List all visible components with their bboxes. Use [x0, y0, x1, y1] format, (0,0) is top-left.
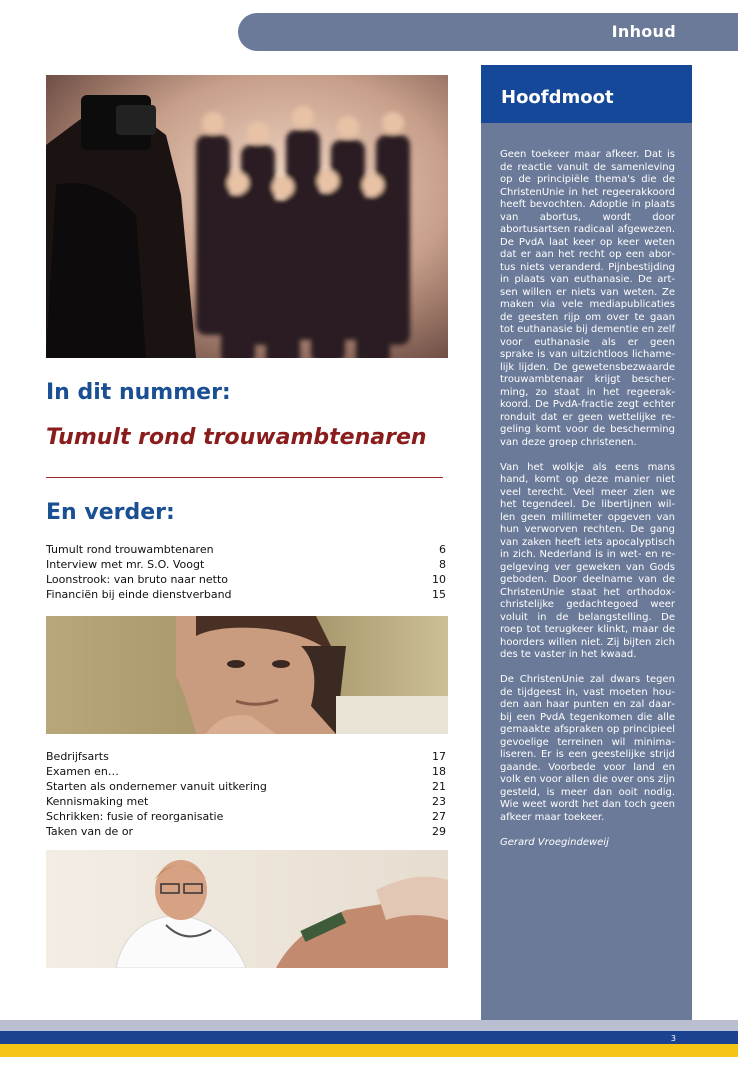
footer-stripe-blue — [0, 1031, 738, 1044]
sidebar-paragraph: De ChristenUnie zal dwars tegen de tijdgeest in, vast moeten houden aan haar punten en zal daarbij een PvdA tegenkomen die alle gemaakte afspraken op principieel gevoelige terreinen wil minimaliseren. Er is een geestelijke strijd gaande. Voorbede voor land en volk en voor allen die over ons zijn gesteld, is meer dan ooit nodig. Wie weet wordt het dan toch geen afkeer maar toekeer. — [500, 674, 675, 823]
table-of-contents-2 — [46, 749, 446, 839]
toc-entry[interactable]: Tumult rond trouwambtenaren 6 — [46, 543, 446, 556]
page-number: 3 — [670, 1034, 676, 1043]
section-label: Inhoud — [611, 22, 676, 41]
divider — [46, 477, 443, 478]
toc-entry[interactable]: Loonstrook: van bruto naar netto 10 — [46, 573, 446, 586]
sidebar-paragraph: Van het wolkje als eens mans hand, komt op deze manier niet veel terecht. Veel meer zien we het tegendeel. De libertijnen willen geen millimeter opgeven van hun verworven rechten. De gang van zaken heeft iets apocalyptisch in zich. Nederland is in wet- en regelgeving ver geweken van Gods geboden. Door deelname van de ChristenUnie staat het orthodox-christelijke gedachtegoed weer voluit in de belangstelling. De roep tot terugkeer klinkt, maar de hoorders willen niet. Zij bijten zich des te vaster in het kwaad. — [500, 461, 675, 660]
toc-entry[interactable]: Taken van de or 29 — [46, 825, 446, 838]
choir-photo — [46, 75, 448, 358]
footer-stripe-yellow — [0, 1044, 738, 1057]
sidebar-heading: Hoofdmoot — [481, 65, 692, 123]
feature-article-title[interactable]: Tumult rond trouwambtenaren — [46, 425, 427, 450]
sidebar-paragraph: Geen toekeer maar afkeer. Dat is de reactie vanuit de samenleving op de principiële thema's die de ChristenUnie in het regeerakkoord heeft bevochten. Adoptie in plaats van abortus, wordt door abortusartsen radicaal afgewezen. De PvdA laat keer op keer weten dat er aan het recht op een abortus niets veranderd. Pijnbestijding in plaats van euthanasie. De artsen willen er niets van weten. Ze maken via vele mediapublicaties de geesten rijp om over te gaan tot euthanasie bij dementie en zelf voor euthanasie als er geen sprake is van uitzichtloos lichamelijk lijden. De gewetensbezwaarde trouwambtenaar krijgt bescherming, zo staat in het regeerakkoord. De PvdA-fractie zegt echter ronduit dat er geen wettelijke regeling komt voor de bescherming van deze groep christenen. — [500, 149, 676, 448]
toc-entry[interactable]: Financiën bij einde dienstverband 15 — [46, 588, 446, 601]
toc-entry[interactable]: Schrikken: fusie of reorganisatie 27 — [46, 810, 446, 823]
table-of-contents-1 — [46, 542, 446, 602]
section-header-tab — [238, 13, 738, 51]
hoofdmoot-sidebar — [481, 65, 692, 1020]
sidebar-body — [481, 123, 692, 849]
toc-entry[interactable]: Interview met mr. S.O. Voogt 8 — [46, 558, 446, 571]
toc-entry[interactable]: Bedrijfsarts 17 — [46, 750, 446, 763]
toc-entry[interactable]: Starten als ondernemer vanuit uitkering 21 — [46, 780, 446, 793]
doctor-photo — [46, 850, 448, 968]
man-portrait-photo — [46, 616, 448, 734]
footer-stripe-grey — [0, 1020, 738, 1031]
en-verder-heading: En verder: — [46, 500, 175, 525]
sidebar-author: Gerard Vroegindeweij — [500, 836, 609, 848]
in-dit-nummer-heading: In dit nummer: — [46, 380, 231, 405]
toc-entry[interactable]: Kennismaking met 23 — [46, 795, 446, 808]
toc-entry[interactable]: Examen en… 18 — [46, 765, 446, 778]
